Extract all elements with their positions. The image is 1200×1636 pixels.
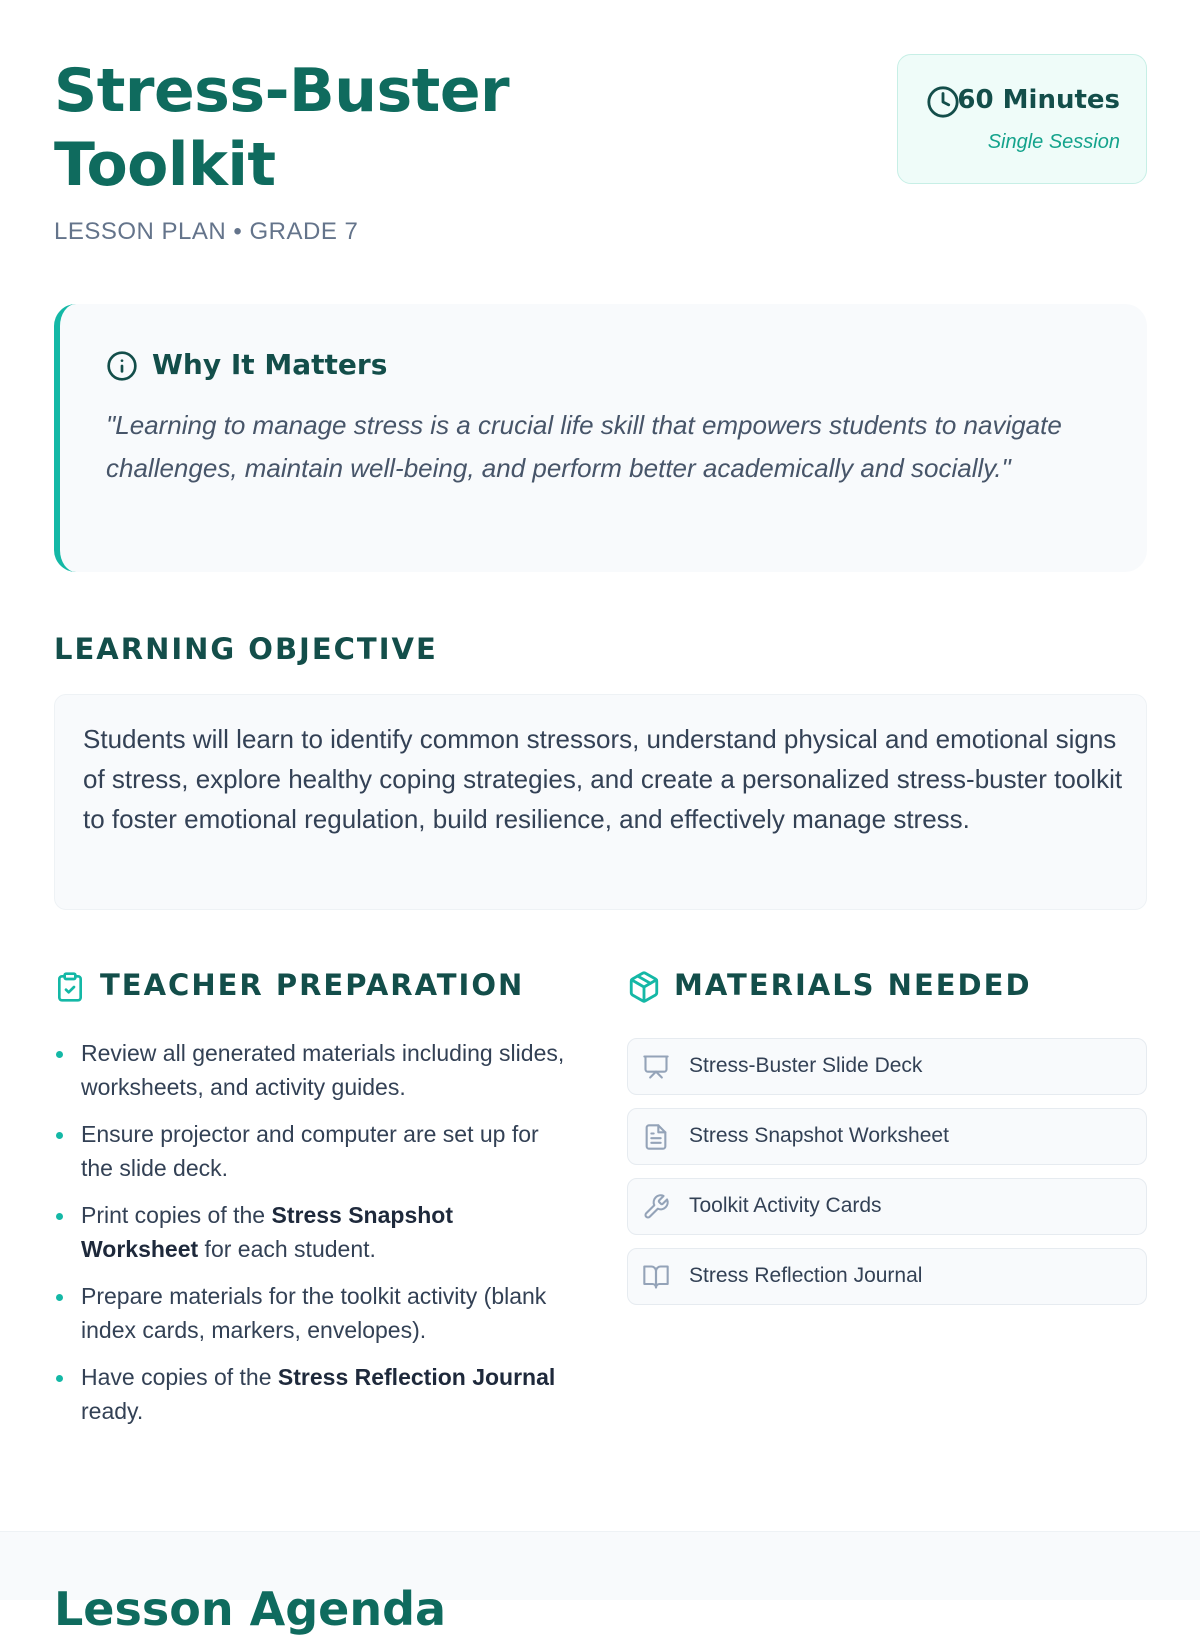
document-icon xyxy=(642,1123,670,1151)
clock-icon xyxy=(926,85,960,119)
why-it-matters-title: Why It Matters xyxy=(152,348,388,381)
material-label: Stress Snapshot Worksheet xyxy=(689,1124,949,1147)
material-label: Stress-Buster Slide Deck xyxy=(689,1054,923,1077)
list-item: Prepare materials for the toolkit activity (blank index cards, markers, envelopes). xyxy=(54,1279,574,1347)
duration-label: Single Session xyxy=(987,131,1120,153)
material-item-slide-deck[interactable] xyxy=(627,1038,1147,1095)
bullet-dot xyxy=(56,1132,63,1139)
learning-objective-box xyxy=(54,694,1147,910)
material-item-worksheet[interactable] xyxy=(627,1108,1147,1165)
learning-objective-title: LEARNING OBJECTIVE xyxy=(54,632,438,666)
bullet-dot xyxy=(56,1375,63,1382)
why-it-matters-card xyxy=(54,304,1147,572)
material-item-journal[interactable] xyxy=(627,1248,1147,1305)
list-item: Ensure projector and computer are set up for the slide deck. xyxy=(54,1117,574,1185)
next-section-band xyxy=(0,1531,1200,1636)
duration-value: 60 Minutes xyxy=(957,85,1120,115)
title-line-1: Stress-Buster xyxy=(54,56,510,126)
materials-needed-title: MATERIALS NEEDED xyxy=(674,968,1032,1002)
learning-objective-text: Students will learn to identify common stressors, understand physical and emotional signs of stress, explore healthy coping strategies, and create a personalized stress-buster toolkit to foster emotional regulation, build resilience, and effectively manage stress. xyxy=(83,724,1123,834)
why-it-matters-quote: "Learning to manage stress is a crucial life skill that empowers students to navigate challenges, maintain well-being, and perform better academically and socially." xyxy=(106,410,1062,483)
materials-list xyxy=(627,1038,1147,1318)
material-item-activity-cards[interactable] xyxy=(627,1178,1147,1235)
material-label: Stress Reflection Journal xyxy=(689,1264,923,1287)
presentation-icon xyxy=(642,1053,670,1081)
clipboard-check-icon xyxy=(54,970,86,1004)
bullet-dot xyxy=(56,1294,63,1301)
bullet-dot xyxy=(56,1213,63,1220)
bullet-dot xyxy=(56,1051,63,1058)
lesson-subtitle: LESSON PLAN • GRADE 7 xyxy=(54,218,359,245)
title-line-2: Toolkit xyxy=(54,130,276,200)
page-title xyxy=(54,54,754,202)
list-item: Print copies of the Stress Snapshot Worksheet for each student. xyxy=(54,1198,574,1266)
book-open-icon xyxy=(642,1263,670,1291)
box-icon xyxy=(627,970,661,1004)
info-icon xyxy=(106,350,138,382)
next-section-title: Lesson Agenda xyxy=(54,1582,447,1636)
teacher-preparation-title: TEACHER PREPARATION xyxy=(100,968,525,1002)
material-label: Toolkit Activity Cards xyxy=(689,1194,882,1217)
duration-card xyxy=(897,54,1147,184)
teacher-preparation-list xyxy=(54,1036,574,1441)
list-item: Review all generated materials including slides, worksheets, and activity guides. xyxy=(54,1036,574,1104)
wrench-icon xyxy=(642,1193,670,1221)
list-item: Have copies of the Stress Reflection Journal ready. xyxy=(54,1360,574,1428)
